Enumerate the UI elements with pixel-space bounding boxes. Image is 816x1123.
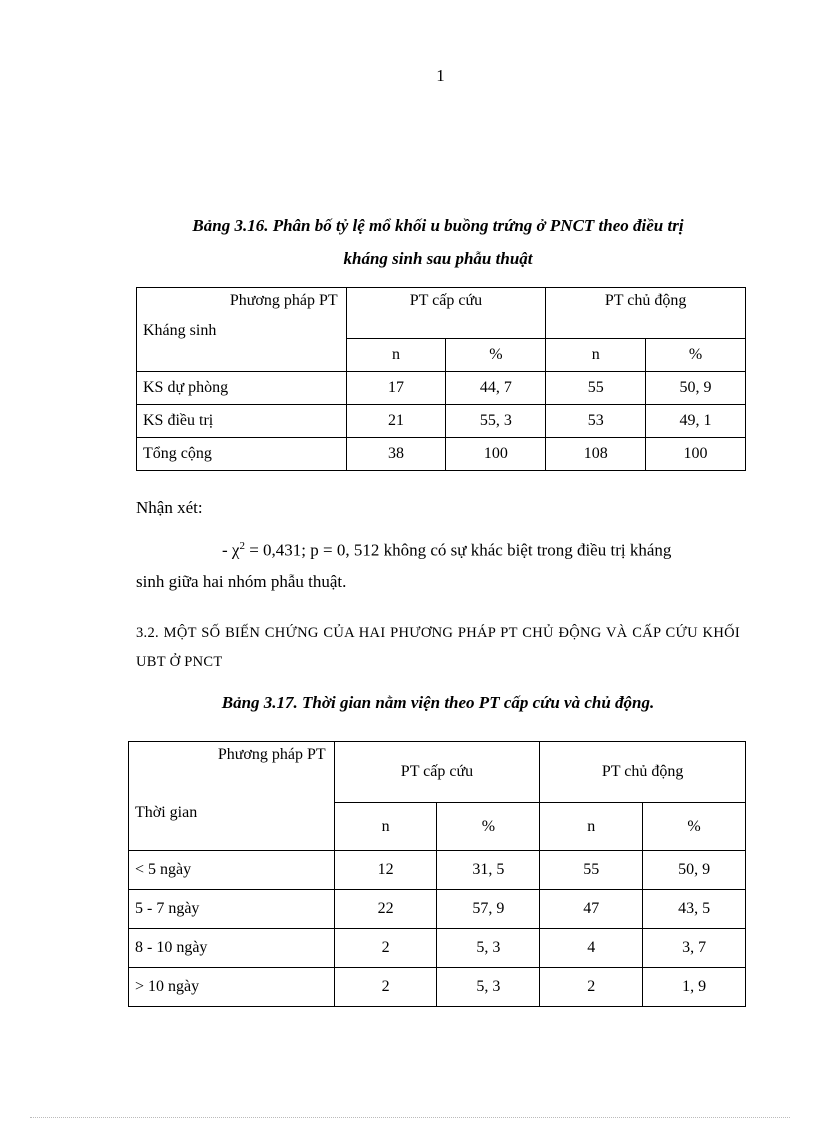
remark-superscript: 2 bbox=[239, 540, 245, 552]
table-row bbox=[137, 372, 746, 405]
cell-n2: 55 bbox=[546, 372, 646, 405]
cell-p1: 44, 7 bbox=[446, 372, 546, 405]
page-bottom-divider bbox=[30, 1117, 790, 1118]
cell-p2: 50, 9 bbox=[643, 851, 746, 890]
table-antibiotic-distribution bbox=[136, 287, 746, 471]
row-label: < 5 ngày bbox=[129, 851, 335, 890]
row-label: > 10 ngày bbox=[129, 968, 335, 1007]
table-row bbox=[137, 405, 746, 438]
row-label: Tổng cộng bbox=[137, 438, 347, 471]
cell-p1: 57, 9 bbox=[437, 890, 540, 929]
cell-n1: 22 bbox=[334, 890, 437, 929]
table1-header-method: Phương pháp PT bbox=[229, 292, 338, 309]
table-hospital-stay bbox=[128, 741, 746, 1007]
cell-p2: 1, 9 bbox=[643, 968, 746, 1007]
table1-group-elective: PT chủ động bbox=[546, 288, 746, 339]
cell-n2: 53 bbox=[546, 405, 646, 438]
cell-n2: 108 bbox=[546, 438, 646, 471]
cell-p1: 5, 3 bbox=[437, 968, 540, 1007]
row-label: 5 - 7 ngày bbox=[129, 890, 335, 929]
table1-col-pct: % bbox=[646, 339, 746, 372]
remark-chi: - χ bbox=[222, 540, 240, 560]
table1-col-n: n bbox=[346, 339, 446, 372]
table2-corner-header bbox=[129, 742, 335, 851]
cell-n1: 38 bbox=[346, 438, 446, 471]
page-number: 1 bbox=[436, 66, 445, 85]
cell-n1: 2 bbox=[334, 968, 437, 1007]
table-row bbox=[129, 851, 746, 890]
cell-n1: 21 bbox=[346, 405, 446, 438]
table2-header-method: Phương pháp PT bbox=[217, 746, 326, 763]
table2-col-n: n bbox=[540, 803, 643, 851]
cell-n2: 55 bbox=[540, 851, 643, 890]
cell-n2: 4 bbox=[540, 929, 643, 968]
table-row bbox=[137, 438, 746, 471]
cell-n2: 47 bbox=[540, 890, 643, 929]
cell-p2: 43, 5 bbox=[643, 890, 746, 929]
table2-group-elective: PT chủ động bbox=[540, 742, 746, 803]
table1-caption-line2: kháng sinh sau phẫu thuật bbox=[343, 249, 533, 268]
table1-header-row: Kháng sinh bbox=[143, 322, 217, 339]
cell-p2: 50, 9 bbox=[646, 372, 746, 405]
cell-p2: 49, 1 bbox=[646, 405, 746, 438]
row-label: KS điều trị bbox=[137, 405, 347, 438]
table-row bbox=[129, 929, 746, 968]
table1-caption-line1: Bảng 3.16. Phân bố tỷ lệ mổ khối u buồng trứng ở PNCT theo điều trị bbox=[192, 216, 684, 235]
remark-label: Nhận xét: bbox=[136, 498, 203, 517]
table1-group-emergency: PT cấp cứu bbox=[346, 288, 546, 339]
cell-p1: 31, 5 bbox=[437, 851, 540, 890]
table1-corner-header bbox=[137, 288, 347, 372]
row-label: KS dự phòng bbox=[137, 372, 347, 405]
cell-p2: 100 bbox=[646, 438, 746, 471]
cell-n1: 17 bbox=[346, 372, 446, 405]
cell-n1: 12 bbox=[334, 851, 437, 890]
cell-p2: 3, 7 bbox=[643, 929, 746, 968]
table-row bbox=[129, 968, 746, 1007]
table2-col-pct: % bbox=[643, 803, 746, 851]
table1-col-n: n bbox=[546, 339, 646, 372]
cell-n2: 2 bbox=[540, 968, 643, 1007]
cell-p1: 55, 3 bbox=[446, 405, 546, 438]
table2-col-n: n bbox=[334, 803, 437, 851]
table1-col-pct: % bbox=[446, 339, 546, 372]
table2-header-row: Thời gian bbox=[135, 804, 198, 821]
cell-p1: 5, 3 bbox=[437, 929, 540, 968]
remark-line2: sinh giữa hai nhóm phẫu thuật. bbox=[136, 572, 347, 591]
table2-caption: Bảng 3.17. Thời gian nằm viện theo PT cấp cứu và chủ động. bbox=[221, 693, 655, 712]
cell-p1: 100 bbox=[446, 438, 546, 471]
table-row bbox=[129, 890, 746, 929]
table2-col-pct: % bbox=[437, 803, 540, 851]
section-heading: 3.2. MỘT SỐ BIẾN CHỨNG CỦA HAI PHƯƠNG PHÁP PT CHỦ ĐỘNG VÀ CẤP CỨU KHỐI UBT Ở PNCT bbox=[136, 625, 740, 670]
remark-line1 bbox=[222, 540, 671, 561]
table2-group-emergency: PT cấp cứu bbox=[334, 742, 540, 803]
remark-line1-text: = 0,431; p = 0, 512 không có sự khác biệt trong điều trị kháng bbox=[244, 540, 672, 560]
row-label: 8 - 10 ngày bbox=[129, 929, 335, 968]
cell-n1: 2 bbox=[334, 929, 437, 968]
